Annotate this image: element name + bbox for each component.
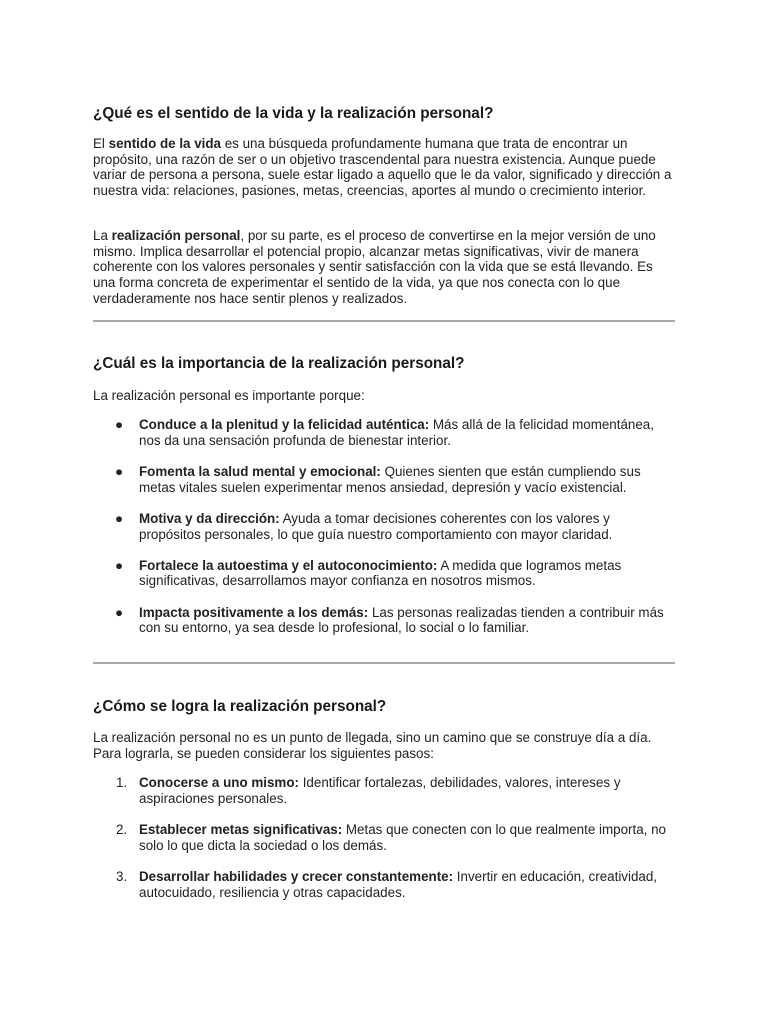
list-item <box>93 511 675 542</box>
list-item <box>93 558 675 589</box>
bullet-icon: ● <box>115 604 124 620</box>
list-item <box>93 775 675 806</box>
bold-term: realización personal <box>111 228 241 243</box>
text-run: A medida que logramos metas significativas, desarrollamos mayor confianza en nosotros mismos. <box>139 557 622 589</box>
text-run: El <box>93 136 109 151</box>
list-item <box>93 464 675 495</box>
horizontal-divider <box>93 662 675 664</box>
bullet-icon: ● <box>115 510 124 526</box>
bullet-icon: ● <box>115 463 124 479</box>
list-item <box>93 605 675 636</box>
section-1-heading: ¿Qué es el sentido de la vida y la realización personal? <box>93 105 494 122</box>
list-item <box>93 869 675 900</box>
text-run: Ayuda a tomar decisiones coherentes con los valores y propósitos personales, lo que guía nuestro comportamiento con mayor claridad. <box>139 510 613 542</box>
bullet-icon: ● <box>115 417 124 432</box>
section-3-intro: La realización personal no es un punto de llegada, sino un camino que se construye día a día. Para lograrla, se pueden considerar los siguientes pasos: <box>93 730 652 761</box>
bullet-icon: ● <box>115 557 124 573</box>
text-run: , por su parte, es el proceso de convertirse en la mejor versión de uno mismo. Implica desarrollar el potencial propio, alcanzar metas significativas, vivir de manera coherente con los valores personales y sentir satisfacción con la vida que se está llevando. Es una forma concreta de experimentar el sentido de la vida, ya que nos conecta con lo que verdaderamente nos hace sentir plenos y realizados. <box>93 228 656 306</box>
importance-bullet-list <box>93 417 675 652</box>
list-number: 3. <box>116 868 128 884</box>
text-run: Invertir en educación, creatividad, autocuidado, resiliencia y otras capacidades. <box>139 868 658 900</box>
bold-term: Motiva y da dirección: <box>139 510 280 526</box>
list-number: 1. <box>116 775 128 790</box>
text-run: Identificar fortalezas, debilidades, valores, intereses y aspiraciones personales. <box>139 775 621 806</box>
bold-term: Fomenta la salud mental y emocional: <box>139 463 381 479</box>
bold-term: Impacta positivamente a los demás: <box>139 604 369 620</box>
text-run: Quienes sienten que están cumpliendo sus metas vitales suelen experimentar menos ansiedad, depresión y vacío existencial. <box>139 463 641 495</box>
section-2-heading: ¿Cuál es la importancia de la realización personal? <box>93 355 465 372</box>
bold-term: Conduce a la plenitud y la felicidad auténtica: <box>139 417 430 432</box>
text-run: Metas que conecten con lo que realmente importa, no solo lo que dicta la sociedad o los demás. <box>139 821 666 853</box>
section-2-intro: La realización personal es importante porque: <box>93 388 365 403</box>
bold-term: Conocerse a uno mismo: <box>139 775 299 790</box>
horizontal-divider <box>93 320 675 322</box>
bold-term: sentido de la vida <box>108 136 222 151</box>
bold-term: Establecer metas significativas: <box>139 821 343 837</box>
text-run: Más allá de la felicidad momentánea, nos da una sensación profunda de bienestar interior. <box>139 417 654 448</box>
text-run: Las personas realizadas tienden a contribuir más con su entorno, ya sea desde lo profesional, lo social o lo familiar. <box>139 604 664 636</box>
bold-term: Fortalece la autoestima y el autoconocimiento: <box>139 557 438 573</box>
list-item <box>93 417 675 448</box>
section-3-heading: ¿Cómo se logra la realización personal? <box>93 698 387 715</box>
steps-numbered-list <box>93 775 675 916</box>
text-run: es una búsqueda profundamente humana que trata de encontrar un propósito, una razón de ser o un objetivo trascendental para nuestra existencia. Aunque puede variar de persona a persona, suele estar ligado a aquello que le da valor, significado y dirección a nuestra vida: relaciones, pasiones, metas, creencias, aportes al mundo o crecimiento interior. <box>93 136 672 199</box>
section-1-paragraph-1 <box>93 136 675 199</box>
list-item <box>93 822 675 853</box>
bold-term: Desarrollar habilidades y crecer constantemente: <box>139 868 454 884</box>
section-1-paragraph-2 <box>93 228 675 307</box>
list-number: 2. <box>116 821 128 837</box>
text-run: La <box>93 228 112 243</box>
